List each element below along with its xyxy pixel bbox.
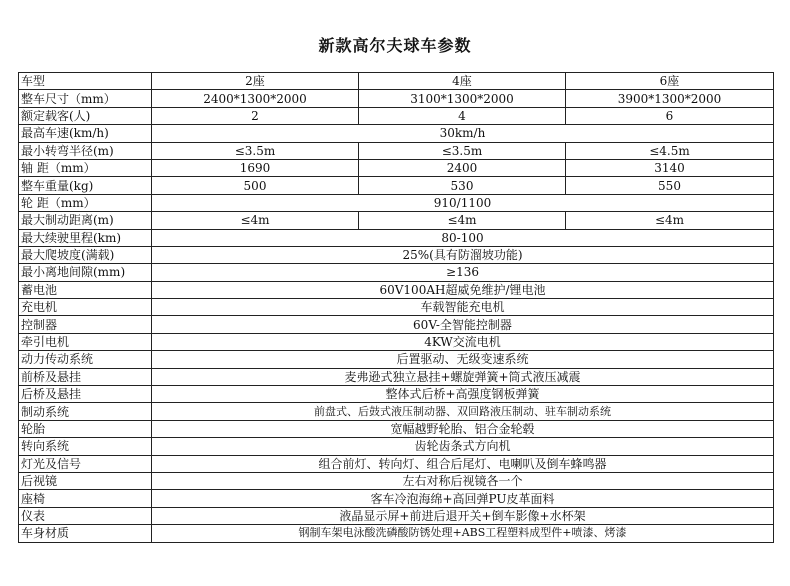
table-row — [19, 299, 774, 316]
cell-value: 910/1100 — [152, 194, 774, 211]
cell-value: 60V-全智能控制器 — [152, 316, 774, 333]
cell-value: 钢制车架电泳酸洗磷酸防锈处理+ABS工程塑料成型件+喷漆、烤漆 — [152, 525, 774, 542]
cell-value: ≥136 — [152, 264, 774, 281]
header-4-seat: 4座 — [359, 73, 566, 90]
cell-value: 液晶显示屏+前进后退开关+倒车影像+水杯架 — [152, 507, 774, 524]
cell-value: ≤3.5m — [359, 142, 566, 159]
cell-value: 2 — [152, 107, 359, 124]
cell-value: 6 — [566, 107, 774, 124]
spec-table — [18, 72, 774, 543]
cell-value: 4 — [359, 107, 566, 124]
table-row — [19, 368, 774, 385]
row-label: 最高车速(km/h) — [19, 125, 152, 142]
page-title: 新款高尔夫球车参数 — [318, 36, 472, 55]
table-row — [19, 507, 774, 524]
row-label: 座椅 — [19, 490, 152, 507]
cell-value: 宽幅越野轮胎、铝合金轮毂 — [152, 420, 774, 437]
cell-value: ≤3.5m — [152, 142, 359, 159]
header-model: 车型 — [19, 73, 152, 90]
table-row — [19, 420, 774, 437]
cell-value: 后置驱动、无级变速系统 — [152, 351, 774, 368]
table-row — [19, 90, 774, 107]
table-header-row — [19, 73, 774, 90]
table-row — [19, 333, 774, 350]
cell-value: 齿轮齿条式方向机 — [152, 438, 774, 455]
cell-value: 530 — [359, 177, 566, 194]
table-row — [19, 438, 774, 455]
row-label: 灯光及信号 — [19, 455, 152, 472]
row-label: 转向系统 — [19, 438, 152, 455]
cell-value: 车载智能充电机 — [152, 299, 774, 316]
row-label: 仪表 — [19, 507, 152, 524]
row-label: 后视镜 — [19, 472, 152, 489]
table-row — [19, 455, 774, 472]
row-label: 最大爬坡度(满载) — [19, 246, 152, 263]
cell-value: 组合前灯、转向灯、组合后尾灯、电喇叭及倒车蜂鸣器 — [152, 455, 774, 472]
cell-value: ≤4.5m — [566, 142, 774, 159]
table-row — [19, 125, 774, 142]
header-6-seat: 6座 — [566, 73, 774, 90]
cell-value: 整体式后桥+高强度钢板弹簧 — [152, 386, 774, 403]
cell-value: 25%(具有防溜坡功能) — [152, 246, 774, 263]
cell-value: 1690 — [152, 159, 359, 176]
cell-value: 2400*1300*2000 — [152, 90, 359, 107]
table-row — [19, 159, 774, 176]
row-label: 车身材质 — [19, 525, 152, 542]
table-row — [19, 194, 774, 211]
table-row — [19, 246, 774, 263]
row-label: 最小离地间隙(mm) — [19, 264, 152, 281]
row-label: 前桥及悬挂 — [19, 368, 152, 385]
cell-value: 80-100 — [152, 229, 774, 246]
row-label: 额定载客(人) — [19, 107, 152, 124]
cell-value: ≤4m — [152, 212, 359, 229]
row-label: 后桥及悬挂 — [19, 386, 152, 403]
table-row — [19, 490, 774, 507]
row-label: 最大续驶里程(km) — [19, 229, 152, 246]
cell-value: 3140 — [566, 159, 774, 176]
table-row — [19, 472, 774, 489]
cell-value: 2400 — [359, 159, 566, 176]
row-label: 轮 距（mm） — [19, 194, 152, 211]
table-row — [19, 264, 774, 281]
row-label: 整车尺寸（mm） — [19, 90, 152, 107]
cell-value: 前盘式、后鼓式液压制动器、双回路液压制动、驻车制动系统 — [152, 403, 774, 420]
row-label: 最小转弯半径(m) — [19, 142, 152, 159]
cell-value: ≤4m — [359, 212, 566, 229]
row-label: 整车重量(kg) — [19, 177, 152, 194]
table-row — [19, 177, 774, 194]
cell-value: 30km/h — [152, 125, 774, 142]
table-row — [19, 316, 774, 333]
row-label: 轮胎 — [19, 420, 152, 437]
row-label: 牵引电机 — [19, 333, 152, 350]
row-label: 轴 距（mm） — [19, 159, 152, 176]
cell-value: 左右对称后视镜各一个 — [152, 472, 774, 489]
cell-value: 4KW交流电机 — [152, 333, 774, 350]
cell-value: 60V100AH超威免维护/锂电池 — [152, 281, 774, 298]
header-2-seat: 2座 — [152, 73, 359, 90]
table-row — [19, 525, 774, 542]
table-row — [19, 281, 774, 298]
table-row — [19, 212, 774, 229]
table-row — [19, 351, 774, 368]
row-label: 最大制动距离(m) — [19, 212, 152, 229]
cell-value: 麦弗逊式独立悬挂+螺旋弹簧+筒式液压减震 — [152, 368, 774, 385]
row-label: 控制器 — [19, 316, 152, 333]
cell-value: 550 — [566, 177, 774, 194]
cell-value: 客车冷泡海绵+高回弹PU皮革面料 — [152, 490, 774, 507]
table-row — [19, 107, 774, 124]
cell-value: 500 — [152, 177, 359, 194]
table-row — [19, 386, 774, 403]
row-label: 充电机 — [19, 299, 152, 316]
row-label: 动力传动系统 — [19, 351, 152, 368]
table-row — [19, 229, 774, 246]
table-row — [19, 142, 774, 159]
row-label: 制动系统 — [19, 403, 152, 420]
cell-value: ≤4m — [566, 212, 774, 229]
table-row — [19, 403, 774, 420]
cell-value: 3900*1300*2000 — [566, 90, 774, 107]
row-label: 蓄电池 — [19, 281, 152, 298]
cell-value: 3100*1300*2000 — [359, 90, 566, 107]
